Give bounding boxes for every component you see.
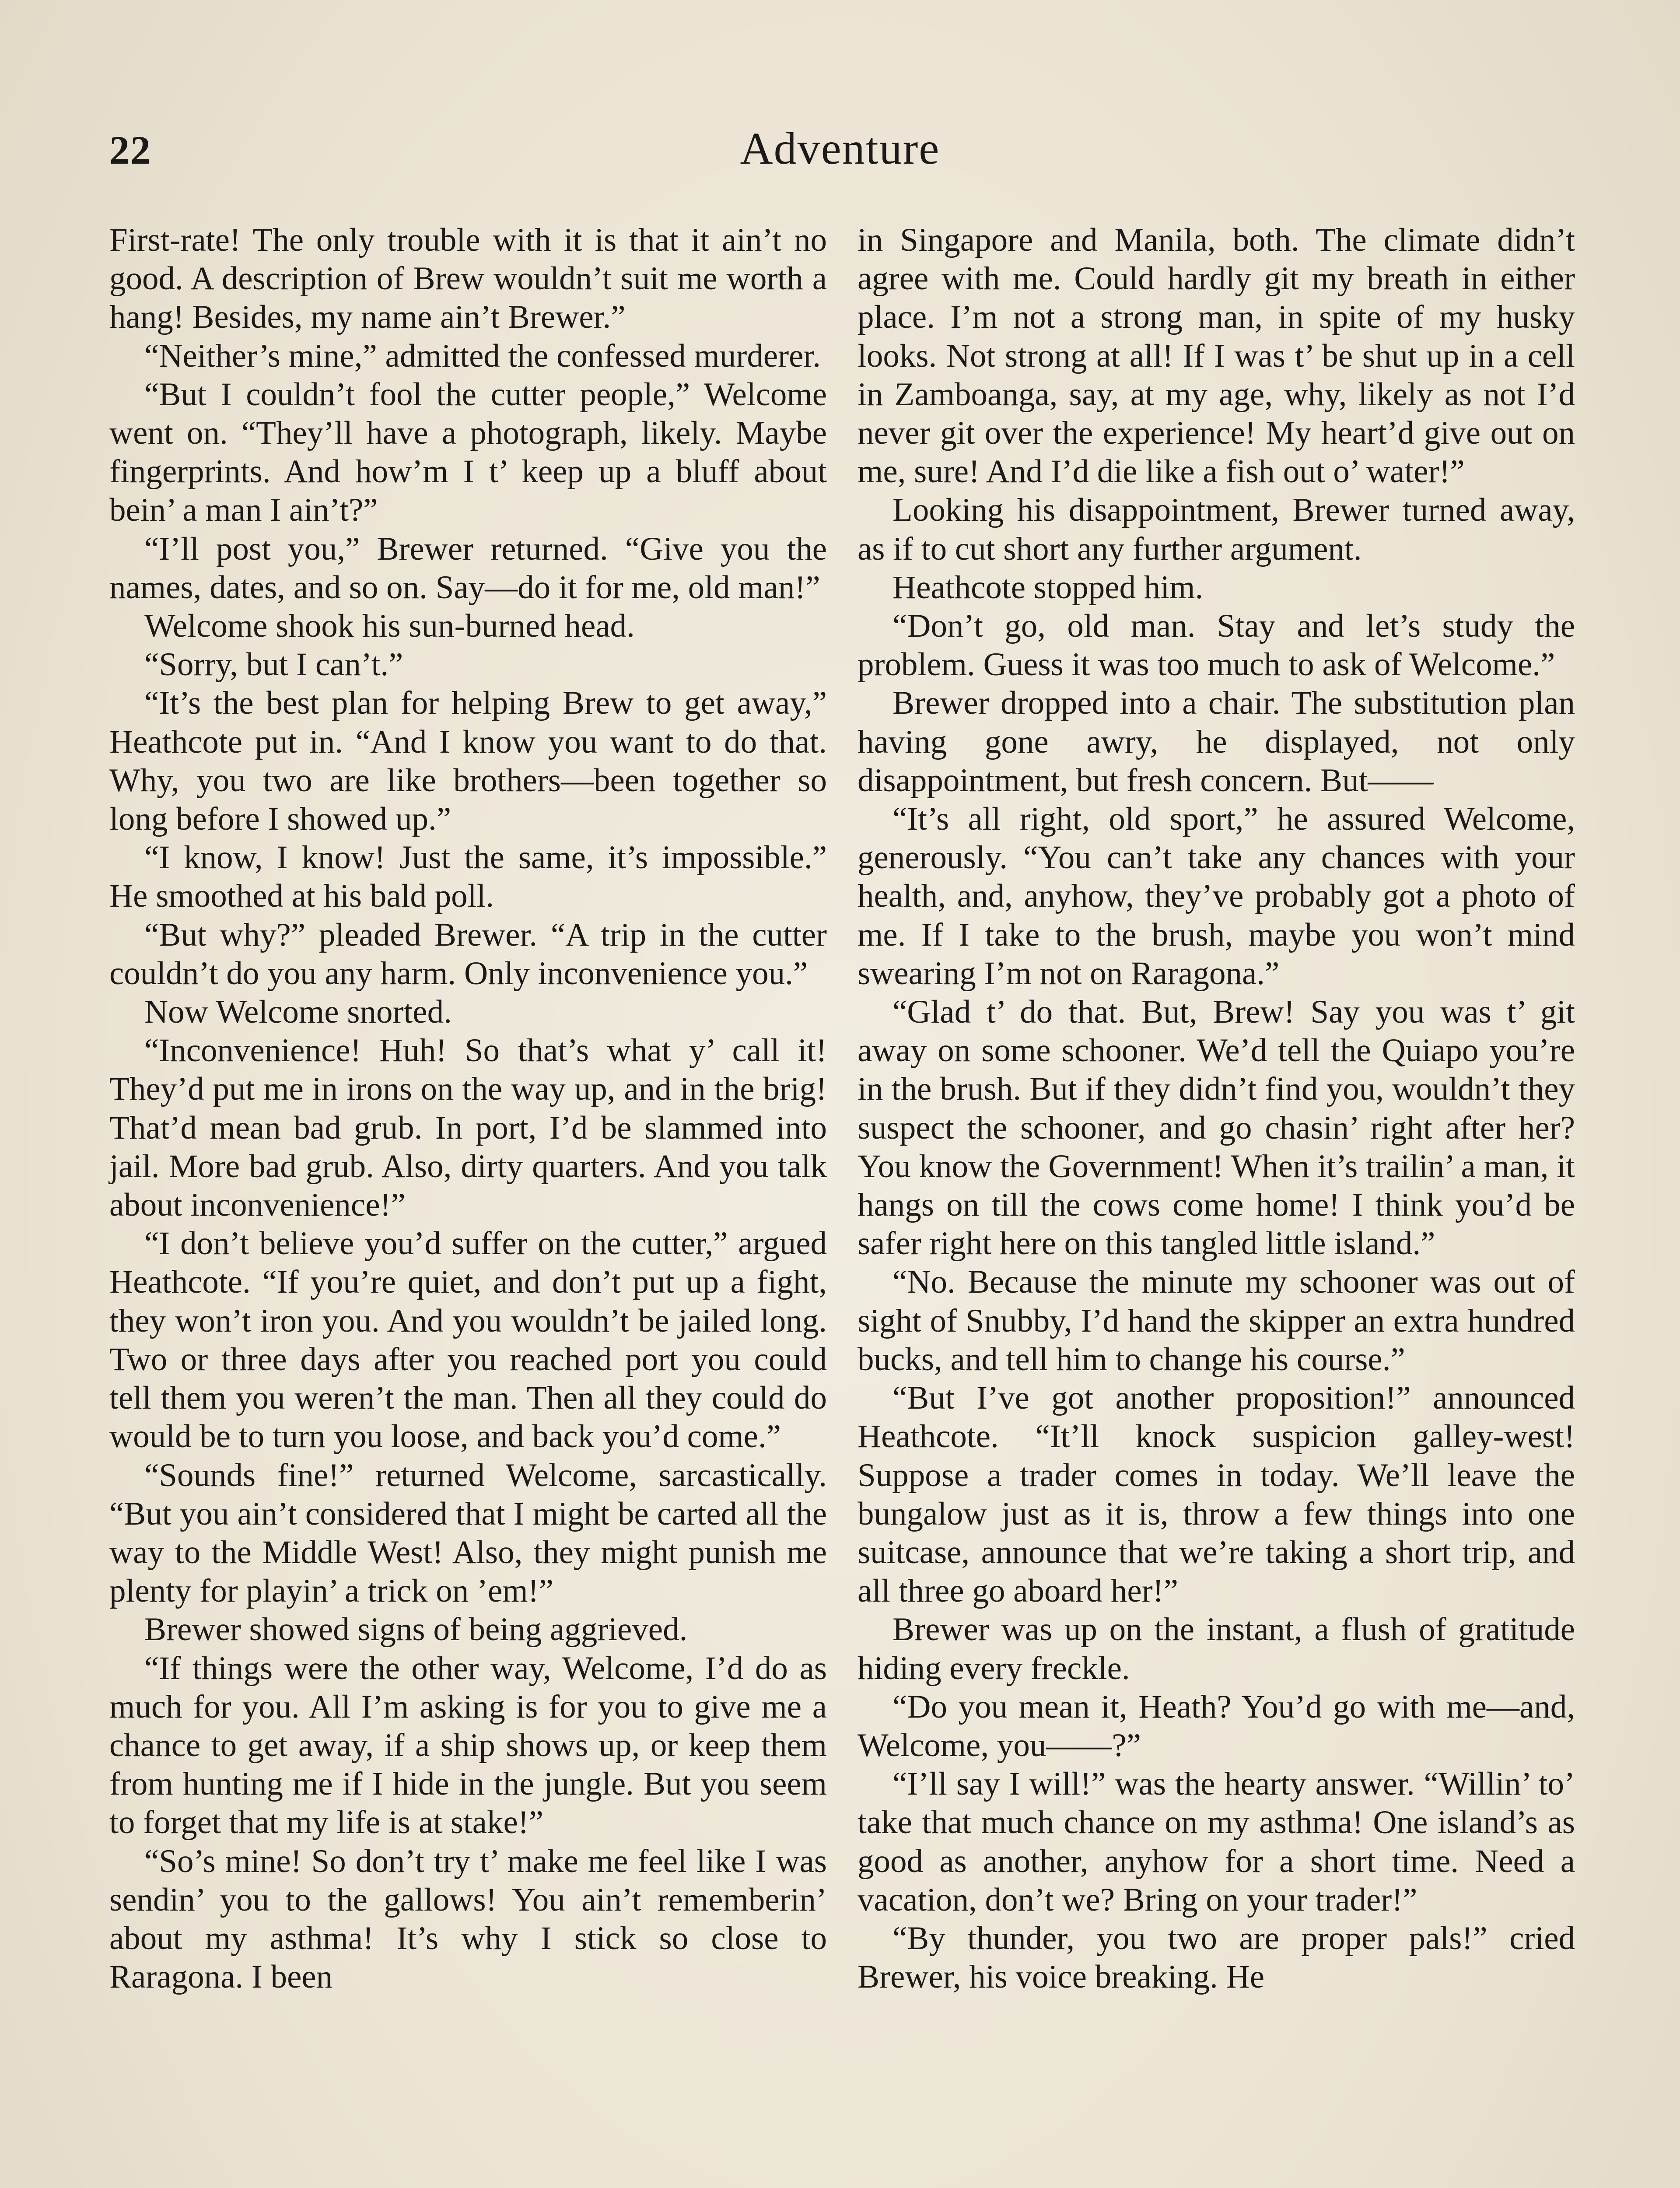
paragraph: “I know, I know! Just the same, it’s impossible.” He smoothed at his bald poll.	[109, 839, 827, 915]
paragraph: Brewer was up on the instant, a flush of gratitude hiding every freckle.	[858, 1611, 1575, 1687]
paragraph: “Sorry, but I can’t.”	[144, 646, 403, 683]
paragraph: “If things were the other way, Welcome, I’d do as much for you. All I’m asking is for you to give me a chance to get away, if a ship shows up, or keep them from hunting me if I hide in the jungle. But you seem to forget that my life is at stake!”	[109, 1650, 827, 1841]
paragraph: First-rate! The only trouble with it is that it ain’t no good. A description of Brew wouldn’t suit me worth a hang! Besides, my name ain’t Brewer.”	[109, 222, 827, 336]
paragraph: “Sounds fine!” returned Welcome, sarcastically. “But you ain’t considered that I might be carted all the way to the Middle West! Also, they might punish me plenty for playin’ a trick on ’em!”	[109, 1457, 827, 1609]
magazine-title: Adventure	[740, 123, 940, 174]
page-number: 22	[109, 128, 151, 172]
paragraph: “Neither’s mine,” admitted the confessed murderer.	[144, 337, 821, 374]
paragraph: “Don’t go, old man. Stay and let’s study the problem. Guess it was too much to ask of Welcome.”	[858, 608, 1575, 683]
paragraph: Heathcote stopped him.	[892, 569, 1204, 606]
paragraph: Welcome shook his sun-burned head.	[144, 608, 635, 645]
paragraph: “Inconvenience! Huh! So that’s what y’ call it! They’d put me in irons on the way up, and in the brig! That’d mean bad grub. In port, I’d be slammed into jail. More bad grub. Also, dirty quarters. And you talk about inconvenience!”	[109, 1032, 827, 1224]
paragraph: “By thunder, you two are proper pals!” cried Brewer, his voice breaking. He	[858, 1920, 1575, 1995]
text-column-right	[858, 221, 1575, 1996]
paragraph: “It’s all right, old sport,” he assured Welcome, generously. “You can’t take any chances with your health, and, anyhow, they’ve probably got a photo of me. If I take to the brush, maybe you won’t mind swearing I’m not on Raragona.”	[858, 801, 1575, 992]
paragraph: “I’ll say I will!” was the hearty answer. “Willin’ to’ take that much chance on my asthma! One island’s as good as another, anyhow for a short time. Need a vacation, don’t we? Bring on your trader!”	[858, 1766, 1575, 1918]
paragraph: “It’s the best plan for helping Brew to get away,” Heathcote put in. “And I know you want to do that. Why, you two are like brothers—been together so long before I showed up.”	[109, 685, 827, 838]
paragraph: Brewer dropped into a chair. The substitution plan having gone awry, he displayed, not only disappointment, but fresh concern. But——	[858, 685, 1575, 799]
paragraph: in Singapore and Manila, both. The climate didn’t agree with me. Could hardly git my breath in either place. I’m not a strong man, in spite of my husky looks. Not strong at all! If I was t’ be shut up in a cell in Zamboanga, say, at my age, why, likely as not I’d never git over the experience! My heart’d give out on me, sure! And I’d die like a fish out o’ water!”	[858, 222, 1575, 490]
paragraph: “Do you mean it, Heath? You’d go with me—and, Welcome, you——?”	[858, 1688, 1575, 1764]
paragraph: “But I couldn’t fool the cutter people,” Welcome went on. “They’ll have a photograph, likely. Maybe fingerprints. And how’m I t’ keep up a bluff about bein’ a man I ain’t?”	[109, 376, 827, 529]
text-column-left	[109, 221, 827, 1996]
paragraph: “Glad t’ do that. But, Brew! Say you was t’ git away on some schooner. We’d tell the Quiapo you’re in the brush. But if they didn’t find you, wouldn’t they suspect the schooner, and go chasin’ right after her? You know the Government! When it’s trailin’ a man, it hangs on till the cows come home! I think you’d be safer right here on this tangled little island.”	[858, 994, 1575, 1262]
paragraph: Now Welcome snorted.	[144, 994, 452, 1031]
paragraph: Looking his disappointment, Brewer turned away, as if to cut short any further argument.	[858, 492, 1575, 567]
paragraph: “I don’t believe you’d suffer on the cutter,” argued Heathcote. “If you’re quiet, and don’t put up a fight, they won’t iron you. And you wouldn’t be jailed long. Two or three days after you reached port you could tell them you weren’t the man. Then all they could do would be to turn you loose, and back you’d come.”	[109, 1225, 827, 1455]
paragraph: “But why?” pleaded Brewer. “A trip in the cutter couldn’t do you any harm. Only inconvenience you.”	[109, 916, 827, 992]
paragraph: Brewer showed signs of being aggrieved.	[144, 1611, 688, 1648]
paragraph: “No. Because the minute my schooner was out of sight of Snubby, I’d hand the skipper an extra hundred bucks, and tell him to change his course.”	[858, 1264, 1575, 1378]
paragraph: “I’ll post you,” Brewer returned. “Give you the names, dates, and so on. Say—do it for me, old man!”	[109, 530, 827, 606]
paragraph: “But I’ve got another proposition!” announced Heathcote. “It’ll knock suspicion galley-west! Suppose a trader comes in today. We’ll leave the bungalow just as it is, throw a few things into one suitcase, announce that we’re taking a short trip, and all three go aboard her!”	[858, 1380, 1575, 1609]
paragraph: “So’s mine! So don’t try t’ make me feel like I was sendin’ you to the gallows! You ain’t rememberin’ about my asthma! It’s why I stick so close to Raragona. I been	[109, 1843, 827, 1995]
page-header	[105, 118, 1575, 184]
